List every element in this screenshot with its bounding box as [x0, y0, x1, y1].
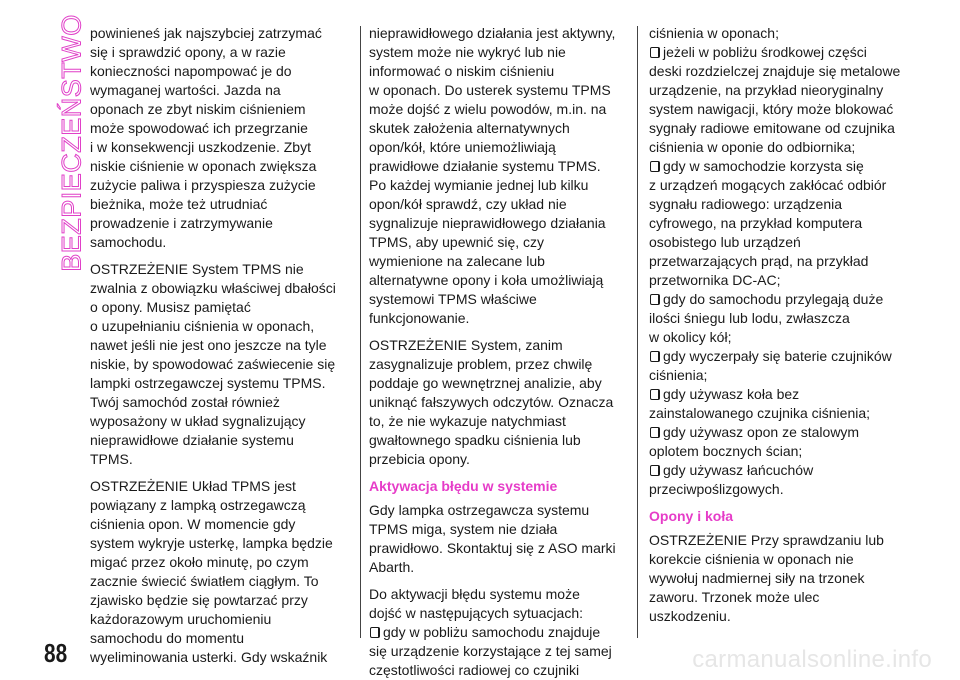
warning-paragraph: OSTRZEŻENIE System TPMS nie zwalnia z obowiązku właściwej dbałości o opony. Musisz pamiętać o uzupełnianiu ciśnienia w oponach, nawet jeśli nie jest ono jeszcze na tyle niskie, by spowodować zaświecenie się lampki ostrzegawczej systemu TPMS. Twój samochód został również wyposażony w układ sygnalizujący nieprawidłowe działanie systemu TPMS.: [90, 261, 336, 467]
paragraph: powinieneś jak najszybciej zatrzymać się i sprawdzić opony, a w razie konieczności napompować je do wymaganej wartości. Jazda na oponach ze zbyt niskim ciśnieniem może spowodować ich przegrzanie i w konsekwencji uszkodzenie. Zbyt niskie ciśnienie w oponach zwiększa zużycie paliwa i przyspiesza zużycie bieżnika, może też utrudniać prowadzenie i zatrzymywanie samochodu.: [90, 25, 322, 250]
section-tab-label: BEZPIECZEŃSTWO: [56, 13, 87, 272]
list-item-text: gdy używasz opon ze stalowym oplotem bocznych ścian;: [649, 424, 860, 459]
list-item-text: gdy w pobliżu samochodu znajduje się urządzenie korzystające z tej samej częstotliwości radiowej co czujniki: [369, 624, 612, 678]
list-item: [649, 290, 911, 347]
list-item: [649, 385, 911, 423]
section-heading: Opony i koła: [649, 508, 734, 524]
bullet-box-icon: [650, 351, 660, 362]
list-item-text: gdy wyczerpały się baterie czujników ciśnienia;: [649, 348, 892, 383]
list-item: [649, 423, 911, 461]
bullet-box-icon: [650, 465, 660, 476]
text-column-1: [90, 24, 352, 675]
bullet-box-icon: [650, 161, 660, 172]
paragraph: nieprawidłowego działania jest aktywny, system może nie wykryć lub nie informować o niskim ciśnieniu w oponach. Do usterek systemu TPMS może dojść z wielu powodów, m.in. na skutek założenia alternatywnych opon/kół, które uniemożliwiają prawidłowe działanie systemu TPMS. Po każdej wymianie jednej lub kilku opon/kół sprawdź, czy układ nie sygnalizuje nieprawidłowego działania TPMS, aby upewnić się, czy wymienione na zalecane lub alternatywne opony i koła umożliwiają systemowi TPMS właściwe funkcjonowanie.: [369, 25, 616, 326]
text-column-2: [369, 24, 631, 680]
list-item: [649, 157, 911, 290]
section-tab: [52, 13, 92, 272]
text-column-3: [649, 24, 911, 634]
list-item: [649, 461, 911, 499]
column-divider: [637, 26, 638, 638]
watermark: carmanualsonline.info: [692, 646, 932, 673]
warning-paragraph: OSTRZEŻENIE System, zanim zasygnalizuje problem, przez chwilę poddaje go wewnętrznej analizie, aby uniknąć fałszywych odczytów. Oznacza to, że nie wykazuje natychmiast gwałtownego spadku ciśnienia lub przebicia opony.: [369, 337, 614, 467]
bullet-box-icon: [370, 627, 380, 638]
list-item: [369, 623, 631, 680]
bullet-box-icon: [650, 389, 660, 400]
paragraph: ciśnienia w oponach;: [649, 25, 779, 41]
column-divider: [360, 26, 361, 638]
page-number: 88: [44, 638, 68, 668]
list-item-text: gdy używasz koła bez zainstalowanego czujnika ciśnienia;: [649, 386, 871, 421]
list-item: [649, 43, 911, 157]
bullet-box-icon: [650, 47, 660, 58]
list-item-text: gdy do samochodu przylegają duże ilości śniegu lub lodu, zwłaszcza w okolicy kół;: [649, 291, 884, 345]
list-item: [649, 347, 911, 385]
list-item-text: gdy w samochodzie korzysta się z urządzeń mogących zakłócać odbiór sygnału radiowego: urządzenia cyfrowego, na przykład komputera osobistego lub urządzeń przetwarzających prąd, na przykład przetwornika DC-AC;: [649, 158, 887, 288]
list-item-text: jeżeli w pobliżu środkowej części deski rozdzielczej znajduje się metalowe urządzenie, na przykład nieoryginalny system nawigacji, który może blokować sygnały radiowe emitowane od czujnika ciśnienia w oponie do odbiornika;: [649, 44, 901, 155]
paragraph: Do aktywacji błędu systemu może dojść w następujących sytuacjach:: [369, 586, 583, 621]
section-heading: Aktywacja błędu w systemie: [369, 478, 558, 494]
paragraph: Gdy lampka ostrzegawcza systemu TPMS miga, system nie działa prawidłowo. Skontaktuj się z ASO marki Abarth.: [369, 502, 616, 575]
warning-paragraph: OSTRZEŻENIE Układ TPMS jest powiązany z lampką ostrzegawczą ciśnienia opon. W momencie gdy system wykryje usterkę, lampka będzie migać przez około minutę, po czym zacznie świecić światłem ciągłym. To zjawisko będzie się powtarzać przy każdorazowym uruchomieniu samochodu do momentu wyeliminowania usterki. Gdy wskaźnik: [90, 478, 333, 665]
warning-paragraph: OSTRZEŻENIE Przy sprawdzaniu lub korekcie ciśnienia w oponach nie wywołuj nadmiernej siły na trzonek zaworu. Trzonek może ulec uszkodzeniu.: [649, 532, 884, 624]
list-item-text: gdy używasz łańcuchów przeciwpoślizgowych.: [649, 462, 814, 497]
bullet-box-icon: [650, 427, 660, 438]
bullet-box-icon: [650, 294, 660, 305]
